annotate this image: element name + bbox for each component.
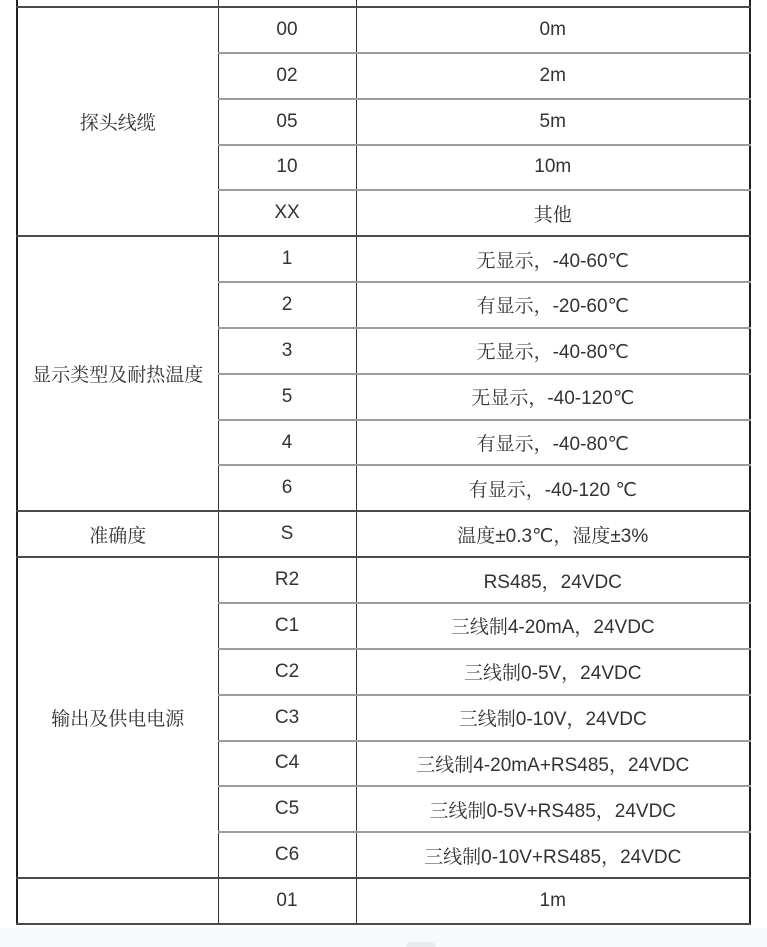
description-cell: 三线制4-20mA，24VDC [356,603,750,649]
table-row [17,557,750,603]
code-cell: S [218,511,356,557]
description-cell: 三线制0-10V，24VDC [356,695,750,741]
description-cell: 三线制0-5V，24VDC [356,649,750,695]
description-cell: 1m [356,878,750,924]
code-cell: C5 [218,786,356,832]
code-cell: 02 [218,53,356,99]
code-cell: 1 [218,236,356,282]
description-cell: 无显示，-40-80℃ [356,328,750,374]
footer-strip [0,928,767,947]
description-cell: 有显示，-40-80℃ [356,420,750,466]
description-cell: 2m [356,53,750,99]
code-cell: C1 [218,603,356,649]
code-cell: 2 [218,282,356,328]
partial-top-row [17,0,750,7]
table-row [17,236,750,282]
code-cell: 05 [218,99,356,145]
code-cell: C4 [218,741,356,787]
table-row [17,878,750,924]
code-cell: C6 [218,832,356,878]
code-cell: 5 [218,374,356,420]
code-cell [218,0,356,7]
code-cell: 4 [218,420,356,466]
category-cell: 准确度 [17,511,218,557]
description-cell: 其他 [356,190,750,236]
table-row [17,511,750,557]
code-cell: 00 [218,7,356,53]
code-cell: C3 [218,695,356,741]
code-cell: 3 [218,328,356,374]
code-cell: 6 [218,465,356,511]
spec-table [16,0,751,925]
description-cell: 有显示，-20-60℃ [356,282,750,328]
category-cell: 显示类型及耐热温度 [17,236,218,511]
code-cell: C2 [218,649,356,695]
code-cell: 10 [218,145,356,191]
drag-handle-pill[interactable] [406,942,436,947]
description-cell: 三线制0-5V+RS485，24VDC [356,786,750,832]
code-cell: R2 [218,557,356,603]
description-cell [356,0,750,7]
spec-table-body [17,0,750,924]
description-cell: 无显示，-40-60℃ [356,236,750,282]
category-cell: 探头线缆 [17,7,218,236]
code-cell: 01 [218,878,356,924]
description-cell: 无显示，-40-120℃ [356,374,750,420]
description-cell: 三线制0-10V+RS485，24VDC [356,832,750,878]
description-cell: 温度±0.3℃，湿度±3% [356,511,750,557]
table-row [17,7,750,53]
description-cell: RS485，24VDC [356,557,750,603]
category-cell [17,0,218,7]
description-cell: 10m [356,145,750,191]
description-cell: 5m [356,99,750,145]
code-cell: XX [218,190,356,236]
description-cell: 三线制4-20mA+RS485，24VDC [356,741,750,787]
description-cell: 有显示，-40-120 ℃ [356,465,750,511]
description-cell: 0m [356,7,750,53]
category-cell [17,878,218,924]
category-cell: 输出及供电电源 [17,557,218,878]
